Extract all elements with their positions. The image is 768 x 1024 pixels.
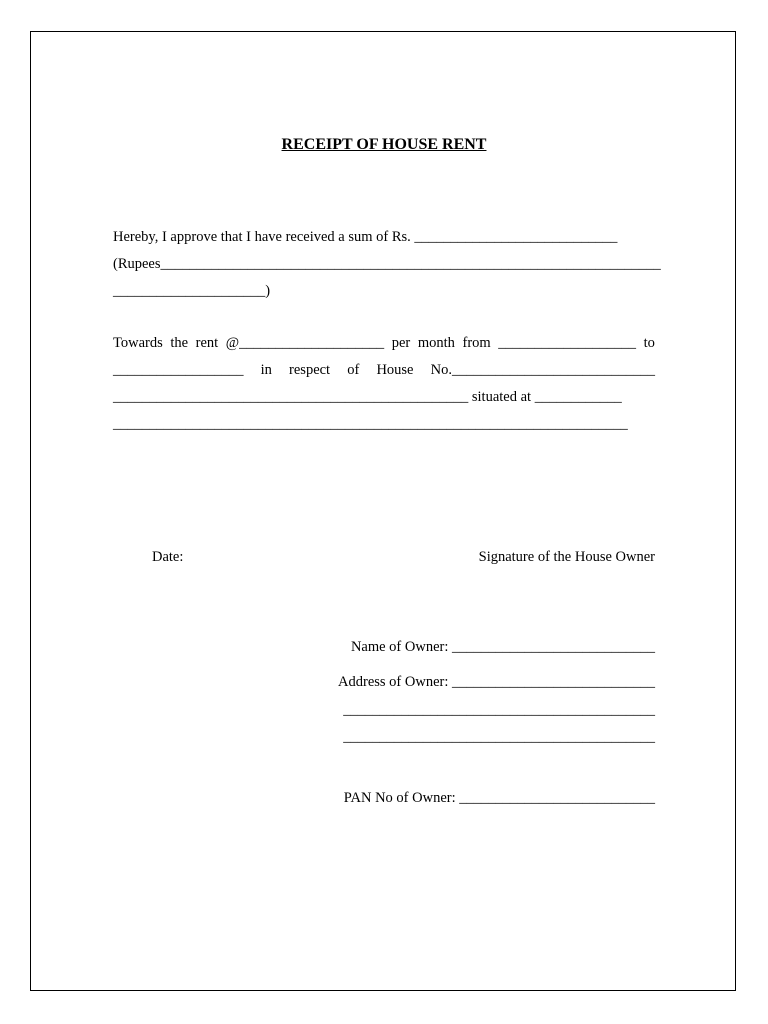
para2-rent-blank: @____________________ [225, 335, 385, 351]
para2-from-blank: ___________________ [498, 335, 637, 351]
owner-pan-line: PAN No of Owner: ___________________________ [343, 790, 655, 806]
para2-word: in [260, 362, 272, 378]
para2-word: to [643, 335, 655, 351]
para2-word: of [347, 362, 360, 378]
signature-label: Signature of the House Owner [478, 549, 655, 565]
document-page [30, 31, 736, 991]
para2-to-blank: __________________ [113, 362, 244, 378]
para1-line1: Hereby, I approve that I have received a sum of Rs. ____________________________ [113, 229, 618, 245]
para1-line3: _____________________) [113, 283, 271, 299]
owner-address-blank-2: ___________________________________________ [343, 729, 655, 745]
para2-house-no-blank: No.____________________________ [430, 362, 655, 378]
para2-word: respect [289, 362, 331, 378]
para2-line1 [113, 334, 655, 352]
para2-word: rent [195, 335, 219, 351]
para1-line2: (Rupees_____________________________________________________________________ [113, 256, 661, 272]
para2-line3: _________________________________________________ situated at ____________ [113, 389, 622, 405]
para2-word: the [170, 335, 189, 351]
para2-line4: _______________________________________________________________________ [113, 416, 628, 432]
owner-address-blank-1: ___________________________________________ [343, 702, 655, 718]
para2-word: House [376, 362, 414, 378]
owner-address-line: Address of Owner: ____________________________ [338, 674, 655, 690]
para2-word: per [391, 335, 411, 351]
date-label: Date: [152, 549, 184, 565]
para2-word: Towards [113, 335, 163, 351]
para2-line2 [113, 361, 655, 379]
para2-word: from [462, 335, 491, 351]
para2-word: month [417, 335, 455, 351]
document-title: RECEIPT OF HOUSE RENT [281, 136, 487, 153]
owner-name-line: Name of Owner: ____________________________ [350, 639, 655, 655]
